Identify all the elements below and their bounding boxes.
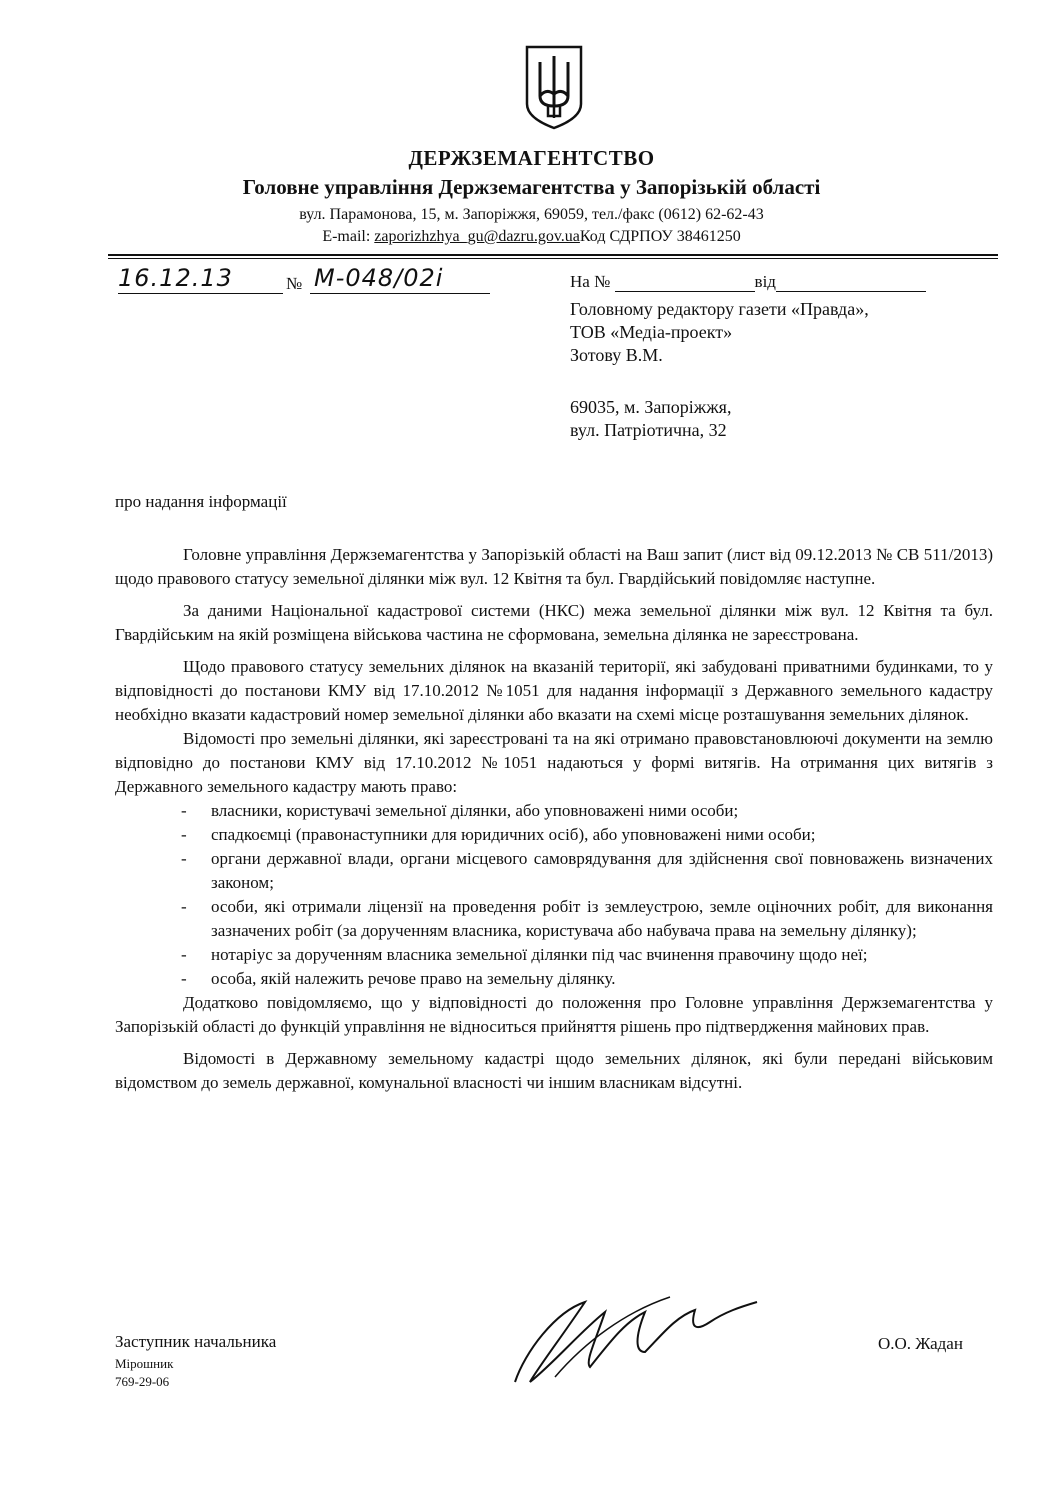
reply-number-blank bbox=[615, 273, 755, 292]
list-dash: - bbox=[181, 969, 187, 988]
list-item bbox=[115, 823, 993, 847]
email-label: E-mail: bbox=[322, 228, 371, 245]
executor-name: Мірошник bbox=[115, 1356, 174, 1371]
list-item-text: власники, користувачі земельної ділянки, або уповноважені ними особи; bbox=[211, 801, 739, 820]
email-link[interactable]: zaporizhzhya_gu@dazru.gov.ua bbox=[374, 228, 580, 245]
paragraph-2: За даними Національної кадастрової системи (НКС) межа земельної ділянки між вул. 12 Квітня та бул. Гвардійським на якій розміщена військова частина не сформована, земельна ділянка не зареєстрована. bbox=[115, 601, 993, 644]
list-item-text: спадкоємці (правонаступники для юридичних осіб), або уповноважені ними особи; bbox=[211, 825, 816, 844]
recipient-line4: 69035, м. Запоріжжя, bbox=[570, 397, 732, 417]
list-item-text: нотаріус за дорученням власника земельної ділянки під час вчинення правочину щодо неї; bbox=[211, 945, 868, 964]
executor-phone: 769-29-06 bbox=[115, 1374, 170, 1389]
list-item bbox=[115, 895, 993, 943]
list-item bbox=[115, 847, 993, 895]
recipient-line2: ТОВ «Медіа-проект» bbox=[570, 322, 733, 342]
signatory-name: О.О. Жадан bbox=[878, 1334, 963, 1353]
number-underline bbox=[310, 293, 490, 294]
outgoing-number: М-048/02і bbox=[314, 264, 444, 292]
list-item bbox=[115, 967, 993, 991]
header-rule bbox=[108, 254, 998, 256]
reply-from-label: від bbox=[754, 272, 776, 291]
paragraph-3: Щодо правового статусу земельних ділянок на вказаній території, які забудовані приватними будинками, то у відповідності до постанови КМУ від 17.10.2012 №1051 для надання інформації з Державного земельного кадастру необхідно вказати кадастровий номер земельної ділянки або вказати на схемі місце розташування земельних ділянок. bbox=[115, 657, 993, 724]
reply-to-label: На № bbox=[570, 272, 611, 291]
paragraph-4: Відомості про земельні ділянки, які зареєстровані та на які отримано правовстановлюючі документи на землю відповідно до постанови КМУ від 17.10.2012 №1051 надаються у формі витягів. На отримання цих витягів з Державного земельного кадастру мають право: bbox=[115, 729, 993, 796]
agency-name: ДЕРЖЗЕМАГЕНТСТВО bbox=[408, 146, 655, 170]
paragraph-1: Головне управління Держземагентства у Запорізькій області на Ваш запит (лист від 09.12.2013 № СВ 511/2013) щодо правового статусу земельної ділянки між вул. 12 Квітня та бул. Гвардійський повідомляє наступне. bbox=[115, 545, 993, 588]
list-item-text: органи державної влади, органи місцевого самоврядування для здійснення свої повноважень визначених законом; bbox=[211, 849, 993, 892]
number-label: № bbox=[286, 274, 303, 293]
recipient-line5: вул. Патріотична, 32 bbox=[570, 420, 727, 440]
paragraph-6: Відомості в Державному земельному кадастрі щодо земельних ділянок, які були передані військовим відомством до земель державної, комунальної власності чи іншим власникам відсутні. bbox=[115, 1049, 993, 1092]
agency-contacts bbox=[0, 228, 1063, 246]
recipient-line3: Зотову В.М. bbox=[570, 345, 663, 365]
letter-body bbox=[115, 543, 993, 1095]
list-item-text: особи, які отримали ліцензії на проведення робіт із землеустрою, земле оціночних робіт, для виконання зазначених робіт (за дорученням власника, користувача або набувача права на земельну ділянку); bbox=[211, 897, 993, 940]
trident-emblem bbox=[524, 44, 584, 130]
list-dash: - bbox=[181, 849, 187, 868]
agency-address: вул. Парамонова, 15, м. Запоріжжя, 69059, тел./факс (0612) 62-62-43 bbox=[299, 206, 764, 223]
list-dash: - bbox=[181, 825, 187, 844]
outgoing-date: 16.12.13 bbox=[118, 264, 233, 292]
handwritten-signature bbox=[495, 1282, 765, 1392]
list-dash: - bbox=[181, 801, 187, 820]
edrpou-code: Код СДРПОУ 38461250 bbox=[579, 228, 741, 245]
outgoing-reference bbox=[118, 264, 518, 298]
signatory-title: Заступник начальника bbox=[115, 1332, 277, 1351]
list-item bbox=[115, 943, 993, 967]
list-dash: - bbox=[181, 945, 187, 964]
list-item-text: особа, якій належить речове право на земельну ділянку. bbox=[211, 969, 616, 988]
paragraph-5: Додатково повідомляємо, що у відповідності до положення про Головне управління Держземагентства у Запорізькій області до функцій управління не відноситься прийняття рішень про підтвердження майнових прав. bbox=[115, 993, 993, 1036]
letter-subject: про надання інформації bbox=[115, 492, 287, 511]
reply-reference bbox=[570, 272, 926, 292]
rights-list bbox=[115, 799, 993, 991]
list-dash: - bbox=[181, 897, 187, 916]
reply-date-blank bbox=[776, 273, 926, 292]
recipient-line1: Головному редактору газети «Правда», bbox=[570, 299, 869, 319]
department-name: Головне управління Держземагентства у Запорізькій області bbox=[242, 175, 821, 199]
list-item bbox=[115, 799, 993, 823]
date-underline bbox=[118, 293, 283, 294]
header-rule-thin bbox=[108, 258, 998, 259]
